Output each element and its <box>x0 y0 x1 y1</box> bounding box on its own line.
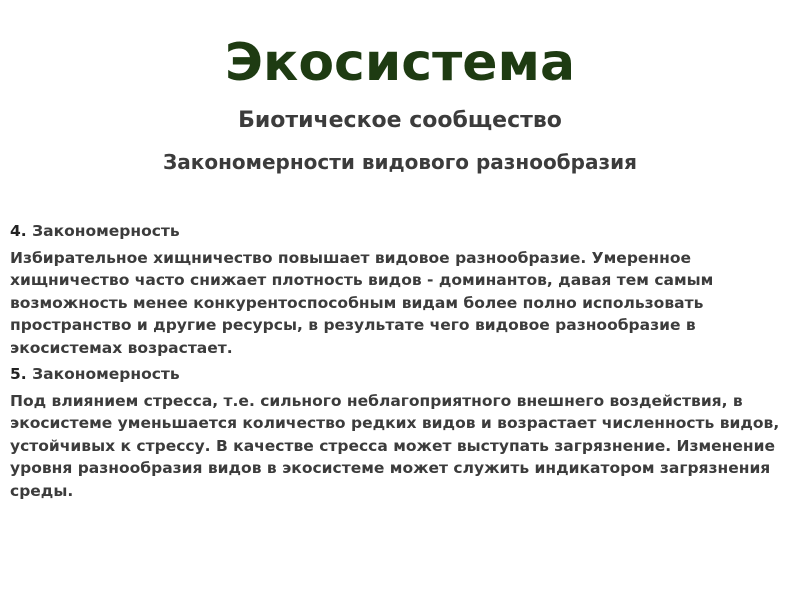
slide-content <box>10 220 795 502</box>
section-number: 5. <box>10 365 27 383</box>
section-text: Под влиянием стресса, т.е. сильного неблагоприятного внешнего воздействия, в экосистеме уменьшается количество редких видов и возрастает численность видов, устойчивых к стрессу. В качестве стресса может выступать загрязнение. Изменение уровня разнообразия видов в экосистеме может служить индикатором загрязнения среды. <box>10 391 780 500</box>
section-heading <box>10 363 795 386</box>
section-heading-label: Закономерность <box>32 222 180 240</box>
section-heading-label: Закономерность <box>32 365 180 383</box>
slide-subtitle-secondary: Закономерности видового разнообразия <box>163 150 637 174</box>
slide-title: Экосистема <box>224 33 576 93</box>
section-text: Избирательное хищничество повышает видовое разнообразие. Умеренное хищничество часто снижает плотность видов - доминантов, давая тем самым возможность менее конкурентоспособным видам более полно использовать пространство и другие ресурсы, в результате чего видовое разнообразие в экосистемах возрастает. <box>10 248 714 357</box>
section-number: 4. <box>10 222 27 240</box>
slide-subtitle: Биотическое сообщество <box>238 108 562 133</box>
section-heading <box>10 220 795 243</box>
